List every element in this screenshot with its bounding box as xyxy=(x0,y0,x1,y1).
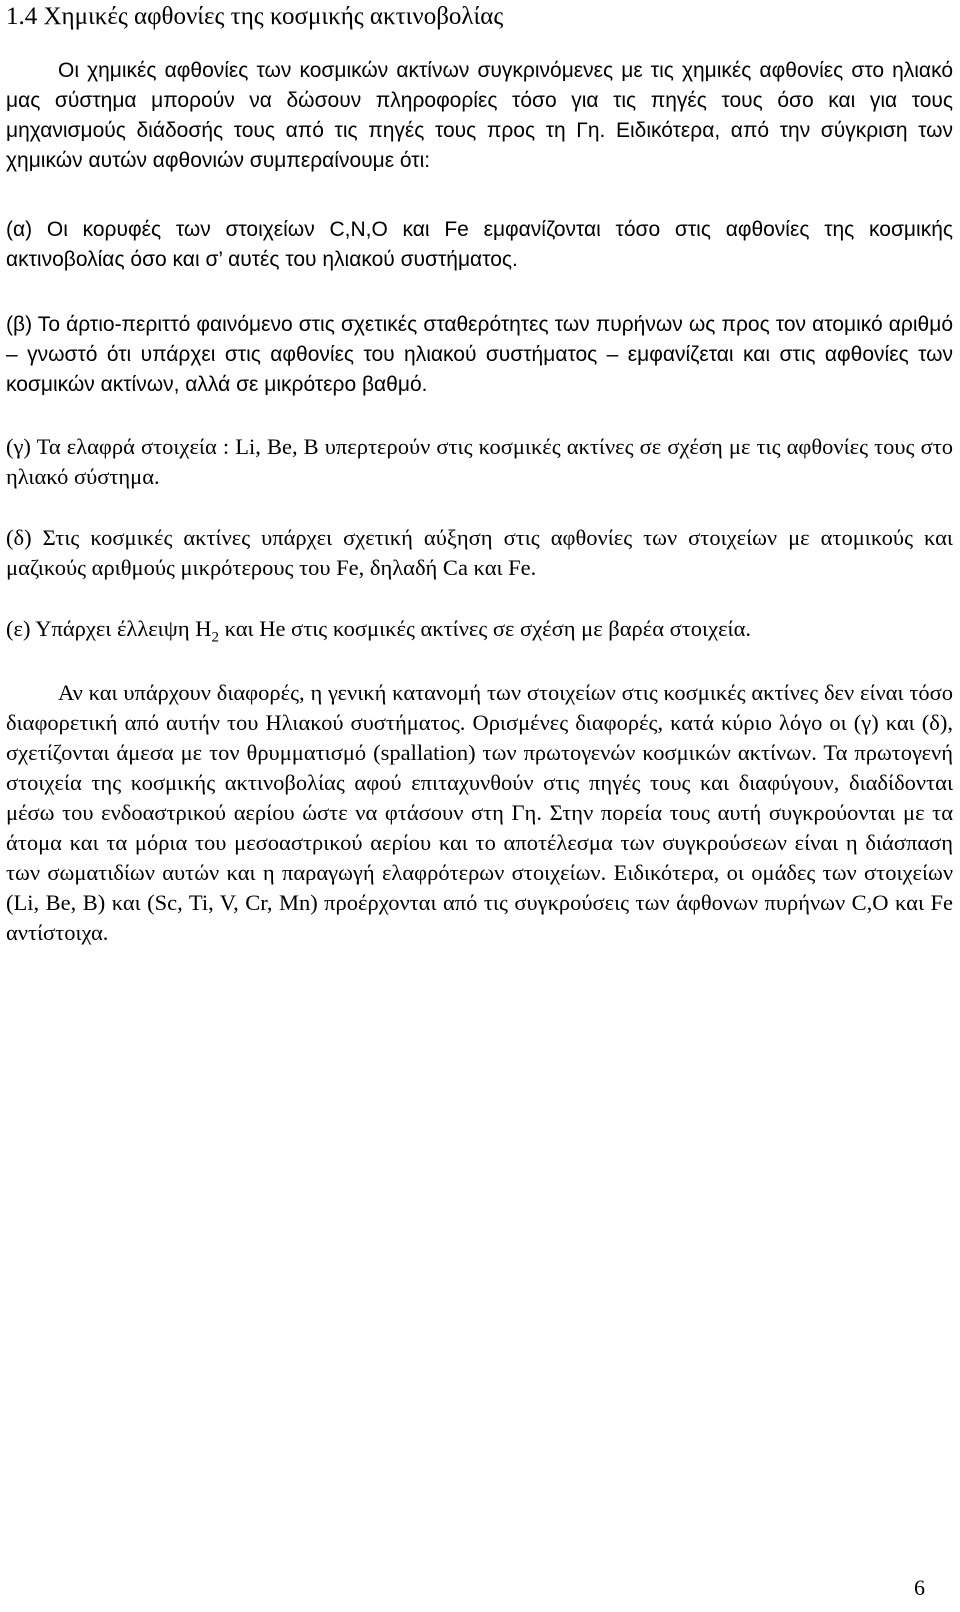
list-item-epsilon-text-end: και He στις κοσμικές ακτίνες σε σχέση με βαρέα στοιχεία. xyxy=(218,616,751,641)
list-item-beta: (β) Το άρτιο-περιττό φαινόμενο στις σχετικές σταθερότητες των πυρήνων ως προς τον ατομικό αριθμό – γνωστό ότι υπάρχει στις αφθονίες του ηλιακού συστήματος – εμφανίζεται και στις αφθονίες των κοσμικών ακτίνων, αλλά σε μικρότερο βαθμό. xyxy=(6,313,953,396)
list-item-gamma: (γ) Τα ελαφρά στοιχεία : Li, Be, B υπερτερούν στις κοσμικές ακτίνες σε σχέση με τις αφθονίες τους στο ηλιακό σύστημα. xyxy=(6,434,953,489)
intro-paragraph: Οι χημικές αφθονίες των κοσμικών ακτίνων συγκρινόμενες με τις χημικές αφθονίες στο ηλιακό μας σύστημα μπορούν να δώσουν πληροφορίες τόσο για τις πηγές τους όσο και για τους μηχανισμούς διάδοσής τους από τις πηγές τους προς τη Γη. Ειδικότερα, από την σύγκριση των χημικών αυτών αφθονιών συμπεραίνουμε ότι: xyxy=(6,59,953,172)
list-item-epsilon-text-start: (ε) Υπάρχει έλλειψη H xyxy=(6,616,212,641)
page-number: 6 xyxy=(914,1575,925,1600)
closing-paragraph: Αν και υπάρχουν διαφορές, η γενική κατανομή των στοιχείων στις κοσμικές ακτίνες δεν είναι τόσο διαφορετική από αυτήν του Ηλιακού συστήματος. Ορισμένες διαφορές, κατά κύριο λόγο οι (γ) και (δ), σχετίζονται άμεσα με τον θρυμματισμό (spallation) των πρωτογενών κοσμικών ακτίνων. Τα πρωτογενή στοιχεία της κοσμικής ακτινοβολίας αφού επιταχυνθούν στις πηγές τους και διαφύγουν, διαδίδονται μέσω του ενδοαστρικού αερίου ώστε να φτάσουν στη Γη. Στην πορεία τους αυτή συγκρούονται με τα άτομα και τα μόρια του μεσοαστρικού αερίου και το αποτέλεσμα των συγκρούσεων είναι η διάσπαση των σωματιδίων αυτών και η παραγωγή ελαφρότερων στοιχείων. Ειδικότερα, οι ομάδες των στοιχείων (Li, Be, B) και (Sc, Ti, V, Cr, Mn) προέρχονται από τις συγκρούσεις των άφθονων πυρήνων C,O και Fe αντίστοιχα. xyxy=(6,680,953,945)
section-heading: 1.4 Χημικές αφθονίες της κοσμικής ακτινοβολίας xyxy=(6,3,504,30)
list-item-delta: (δ) Στις κοσμικές ακτίνες υπάρχει σχετική αύξηση στις αφθονίες των στοιχείων με ατομικούς και μαζικούς αριθμούς μικρότερους του Fe, δηλαδή Ca και Fe. xyxy=(6,525,953,580)
subscript-two: 2 xyxy=(211,629,219,646)
list-item-epsilon xyxy=(6,614,953,653)
list-item-alpha: (α) Οι κορυφές των στοιχείων C,N,O και Fe εμφανίζονται τόσο στις αφθονίες της κοσμικής ακτινοβολίας όσο και σ’ αυτές του ηλιακού συστήματος. xyxy=(6,218,953,271)
